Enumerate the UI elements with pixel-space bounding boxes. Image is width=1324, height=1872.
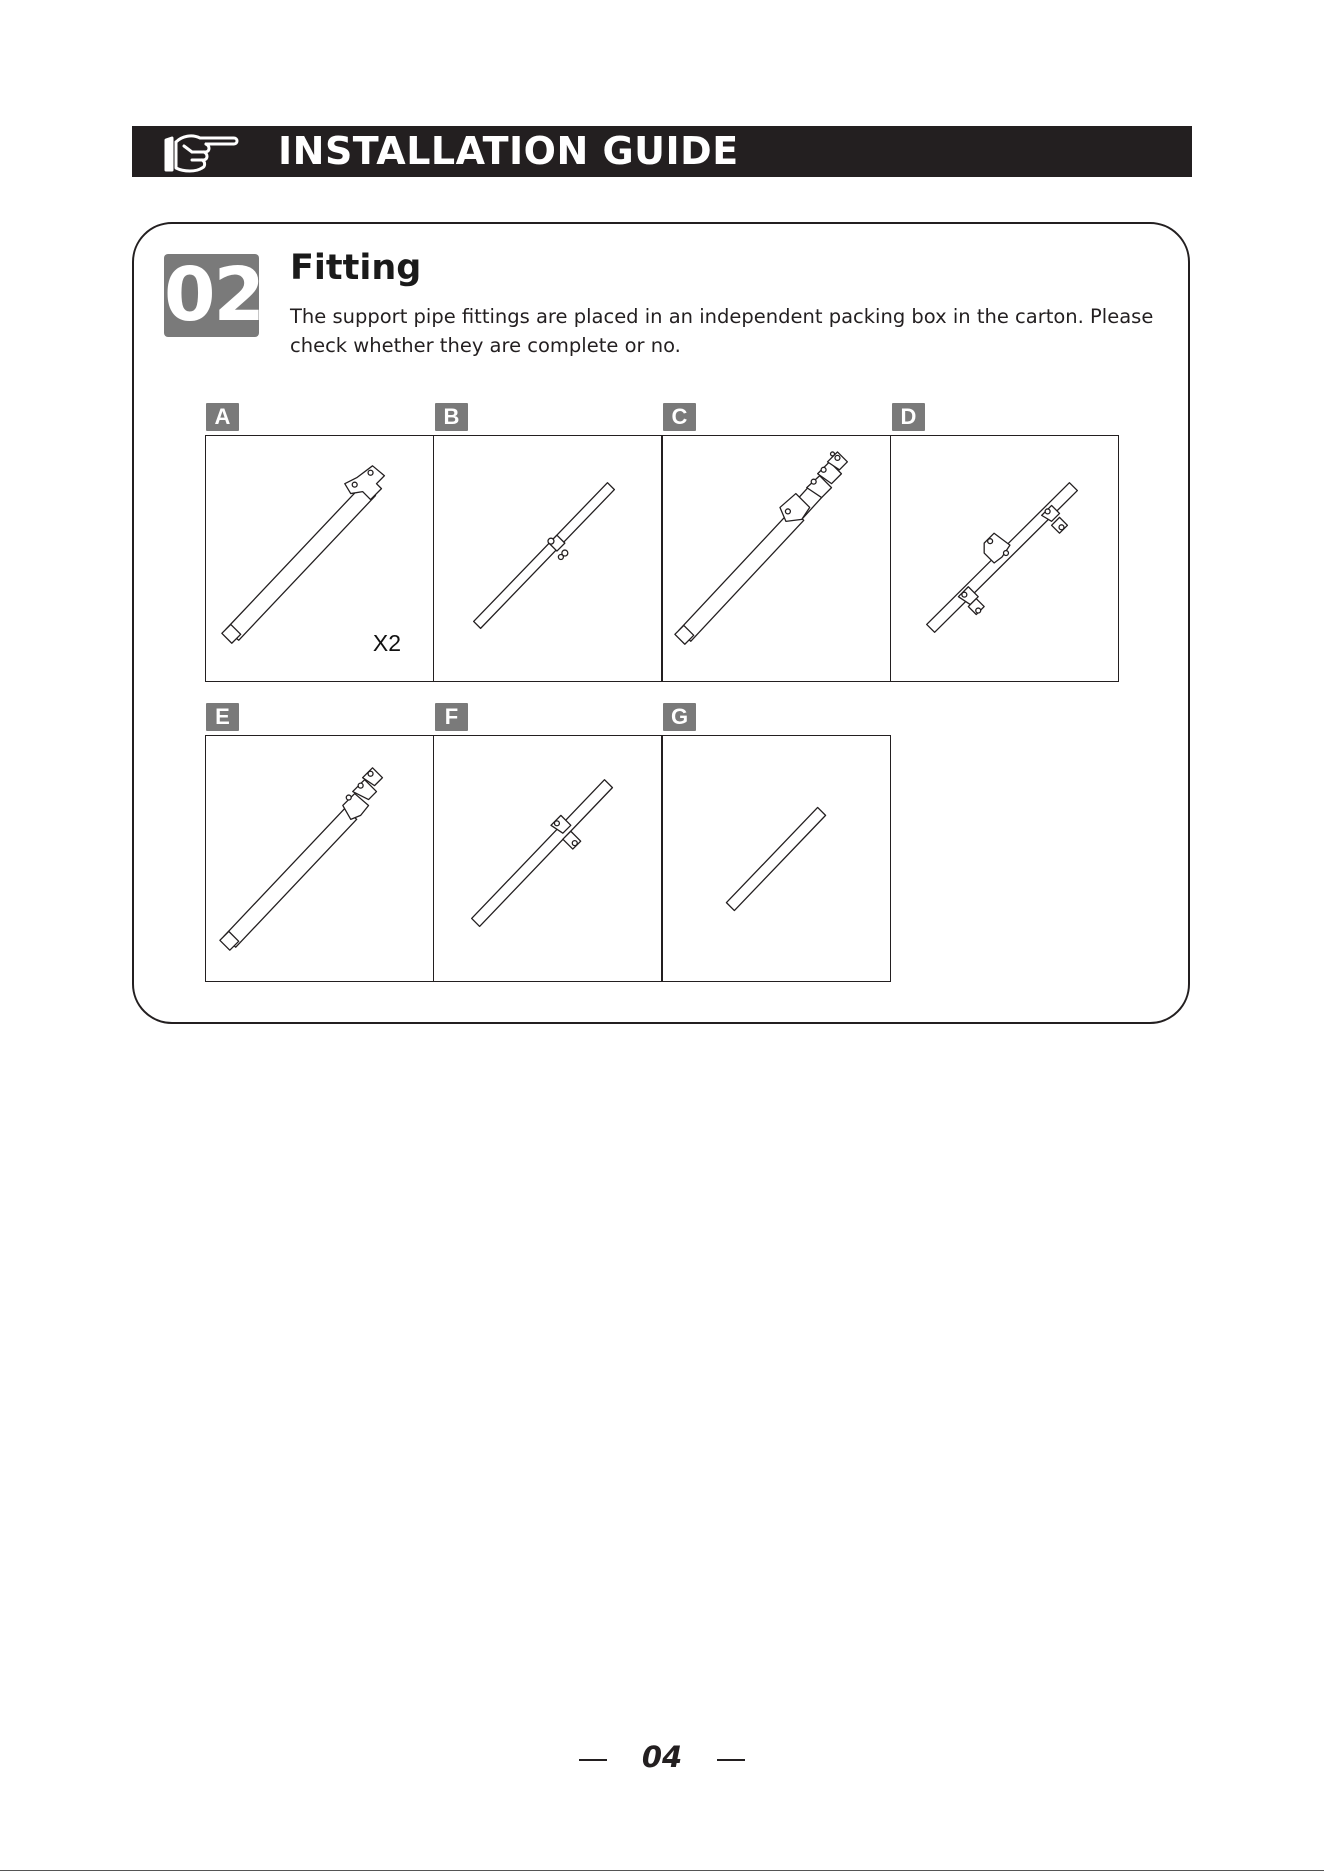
- header-title: INSTALLATION GUIDE: [278, 129, 739, 173]
- part-cell-c: [662, 435, 891, 682]
- part-label-g: G: [663, 703, 696, 731]
- part-label-e: E: [206, 703, 239, 731]
- step-description: The support pipe fittings are placed in an independent packing box in the carton. Please check whether they are complete or no.: [290, 305, 1154, 357]
- part-cell-b: [433, 435, 662, 682]
- pipe-e-illustration: [206, 736, 433, 981]
- part-cell-a: [205, 435, 434, 682]
- pipe-b-illustration: [434, 436, 661, 681]
- header-bar: [132, 126, 1192, 177]
- part-label-b: B: [435, 403, 468, 431]
- part-label-f: F: [435, 703, 468, 731]
- pipe-d-illustration: [891, 436, 1118, 681]
- part-label-d: D: [892, 403, 925, 431]
- pointing-hand-icon: [162, 130, 240, 174]
- pipe-f-illustration: [434, 736, 661, 981]
- pipe-c-illustration: [663, 436, 890, 681]
- bottom-rule: [0, 1870, 1324, 1871]
- step-title: Fitting: [290, 248, 422, 288]
- part-cell-g: [662, 735, 891, 982]
- pipe-g-illustration: [663, 736, 890, 981]
- part-label-a: A: [206, 403, 239, 431]
- quantity-label: X2: [372, 630, 401, 656]
- part-cell-f: [433, 735, 662, 982]
- footer-dash-right: [717, 1759, 745, 1761]
- part-cell-e: [205, 735, 434, 982]
- page-number: 04: [641, 1740, 683, 1774]
- part-cell-d: [890, 435, 1119, 682]
- step-number-badge: 02: [164, 252, 263, 338]
- part-label-c: C: [663, 403, 696, 431]
- footer-dash-left: [579, 1759, 607, 1761]
